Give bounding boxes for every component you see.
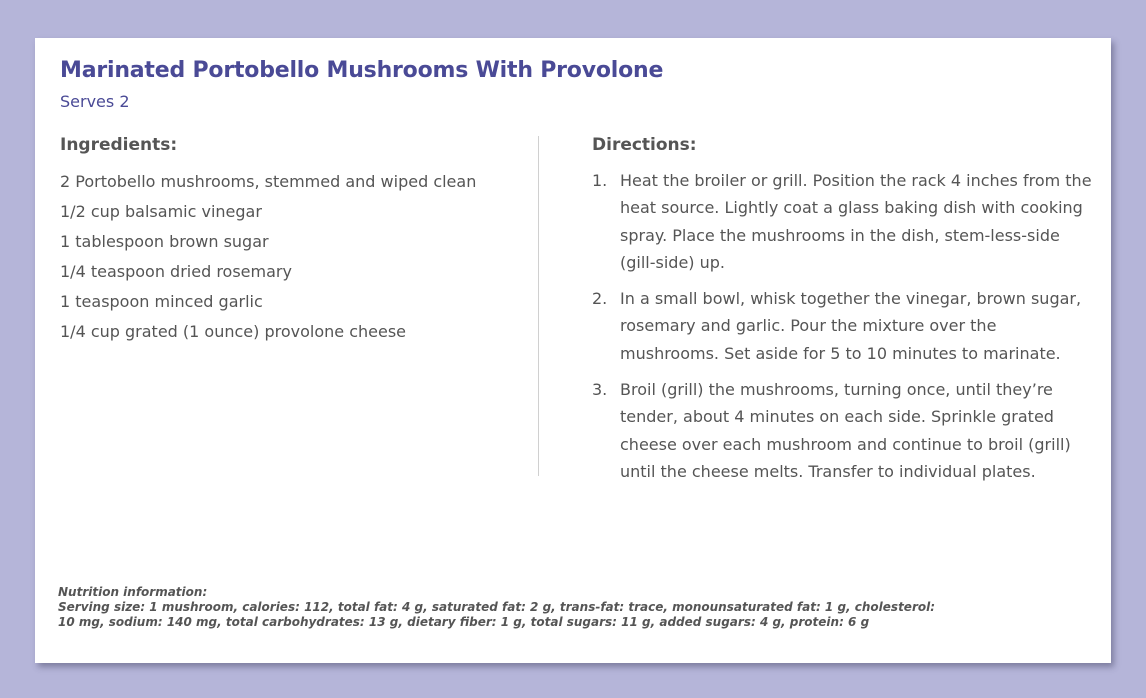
nutrition-information — [58, 585, 1088, 630]
step-text: In a small bowl, whisk together the vinegar, brown sugar, rosemary and garlic. Pour the mixture over the mushrooms. Set aside for 5 to 10 minutes to marinate. — [620, 289, 1082, 363]
directions-list — [592, 167, 1092, 485]
column-divider — [538, 136, 539, 476]
ingredient-item: 1/4 cup grated (1 ounce) provolone cheese — [60, 322, 406, 341]
directions-section — [592, 134, 1092, 494]
step-text: Heat the broiler or grill. Position the rack 4 inches from the heat source. Lightly coat a glass baking dish with cooking spray. Place the mushrooms in the dish, stem-less-side (gill-side) up. — [620, 171, 1092, 272]
step-text: Broil (grill) the mushrooms, turning once, until they’re tender, about 4 minutes on each side. Sprinkle grated cheese over each mushroom and continue to broil (grill) until the cheese melts. Transfer to individual plates. — [620, 380, 1071, 481]
ingredient-item: 2 Portobello mushrooms, stemmed and wiped clean — [60, 172, 477, 191]
step-number: 3. — [592, 380, 608, 400]
recipe-title: Marinated Portobello Mushrooms With Provolone — [60, 58, 664, 83]
step-number: 1. — [592, 171, 608, 190]
ingredient-item: 1/4 teaspoon dried rosemary — [60, 262, 292, 281]
nutrition-line: 10 mg, sodium: 140 mg, total carbohydrates: 13 g, dietary fiber: 1 g, total sugars: 11 g, added sugars: 4 g, protein: 6 g — [58, 615, 870, 629]
ingredient-item: 1/2 cup balsamic vinegar — [60, 202, 262, 221]
ingredient-item: 1 tablespoon brown sugar — [60, 232, 269, 251]
ingredients-heading: Ingredients: — [60, 135, 178, 155]
recipe-serves: Serves 2 — [60, 92, 130, 111]
directions-heading: Directions: — [592, 135, 697, 155]
ingredients-section — [60, 134, 520, 347]
nutrition-line: Serving size: 1 mushroom, calories: 112, total fat: 4 g, saturated fat: 2 g, trans-fat: trace, monounsaturated fat: 1 g, cholesterol: — [58, 600, 936, 614]
nutrition-heading: Nutrition information: — [58, 585, 208, 599]
ingredient-item: 1 teaspoon minced garlic — [60, 292, 263, 311]
direction-step — [592, 167, 1092, 276]
direction-step — [592, 285, 1092, 367]
step-number: 2. — [592, 289, 608, 309]
direction-step — [592, 376, 1092, 485]
ingredients-list — [60, 167, 520, 347]
recipe-card — [35, 38, 1111, 663]
